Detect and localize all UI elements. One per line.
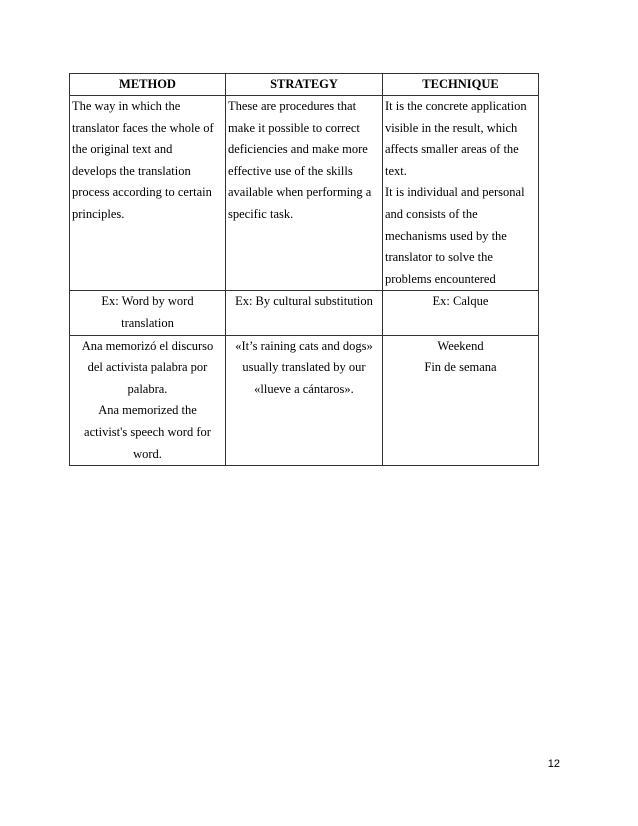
method-example-line: Ex: Word by word: [101, 294, 194, 309]
strategy-sample-line: «It’s raining cats and dogs»: [235, 338, 373, 353]
strategy-example-line: Ex: By cultural substitution: [235, 294, 373, 309]
strategy-definition-line: deficiencies and make more: [227, 142, 368, 157]
method-sample-line: Ana memorizó el discurso: [81, 338, 214, 353]
strategy-example-cell: [225, 291, 382, 335]
translation-concepts-table: [69, 73, 539, 466]
technique-definition-line: and consists of the: [384, 206, 478, 221]
method-definition-line: process according to certain: [72, 185, 212, 200]
technique-example-cell: [382, 291, 538, 335]
table-row-examples: [70, 291, 539, 335]
method-definition-line: principles.: [72, 206, 125, 221]
method-sample-line: activist's speech word for: [84, 424, 211, 439]
header-method: METHOD: [70, 74, 226, 96]
strategy-definition-line: These are procedures that: [227, 99, 357, 113]
method-definition-line: The way in which the: [72, 99, 181, 113]
technique-definition-line: translator to solve the: [384, 250, 493, 265]
technique-sample-line: Weekend: [437, 338, 484, 353]
method-example-cell: [70, 291, 226, 335]
method-sample-line: Ana memorized the: [98, 403, 197, 418]
technique-definition-line: text.: [384, 163, 407, 178]
technique-definition-line: mechanisms used by the: [384, 228, 507, 243]
strategy-sample-cell: [225, 335, 382, 466]
technique-sample-line: Fin de semana: [424, 360, 497, 375]
table-header-row: [70, 74, 539, 96]
page-number: 12: [547, 758, 560, 770]
technique-definition-line: affects smaller areas of the: [384, 142, 519, 157]
header-strategy: STRATEGY: [225, 74, 382, 96]
method-sample-cell: [70, 335, 226, 466]
technique-sample-cell: [382, 335, 538, 466]
method-sample-line: palabra.: [127, 381, 168, 396]
strategy-sample-line: usually translated by our: [242, 360, 366, 375]
technique-definition-line: visible in the result, which: [384, 120, 518, 135]
method-definition-cell: [70, 96, 226, 291]
strategy-sample-line: «llueve a cántaros».: [254, 381, 354, 396]
strategy-definition-line: available when performing a: [227, 185, 372, 200]
strategy-definition-line: make it possible to correct: [227, 120, 360, 135]
table-row-samples: [70, 335, 539, 466]
header-technique: TECHNIQUE: [382, 74, 538, 96]
technique-example-line: Ex: Calque: [432, 294, 489, 309]
technique-definition-line: It is the concrete application: [384, 99, 527, 113]
technique-definition-line: It is individual and personal: [384, 185, 525, 200]
strategy-definition-line: effective use of the skills: [227, 163, 353, 178]
method-definition-line: the original text and: [72, 142, 173, 157]
method-sample-line: del activista palabra por: [87, 360, 208, 375]
technique-definition-line: problems encountered: [384, 271, 496, 286]
method-example-line: translation: [121, 315, 174, 330]
strategy-definition-line: specific task.: [227, 206, 294, 221]
table-row-definitions: [70, 96, 539, 291]
strategy-definition-cell: [225, 96, 382, 291]
method-sample-line: word.: [133, 446, 162, 461]
technique-definition-cell: [382, 96, 538, 291]
method-definition-line: translator faces the whole of: [72, 120, 214, 135]
method-definition-line: develops the translation: [72, 163, 191, 178]
